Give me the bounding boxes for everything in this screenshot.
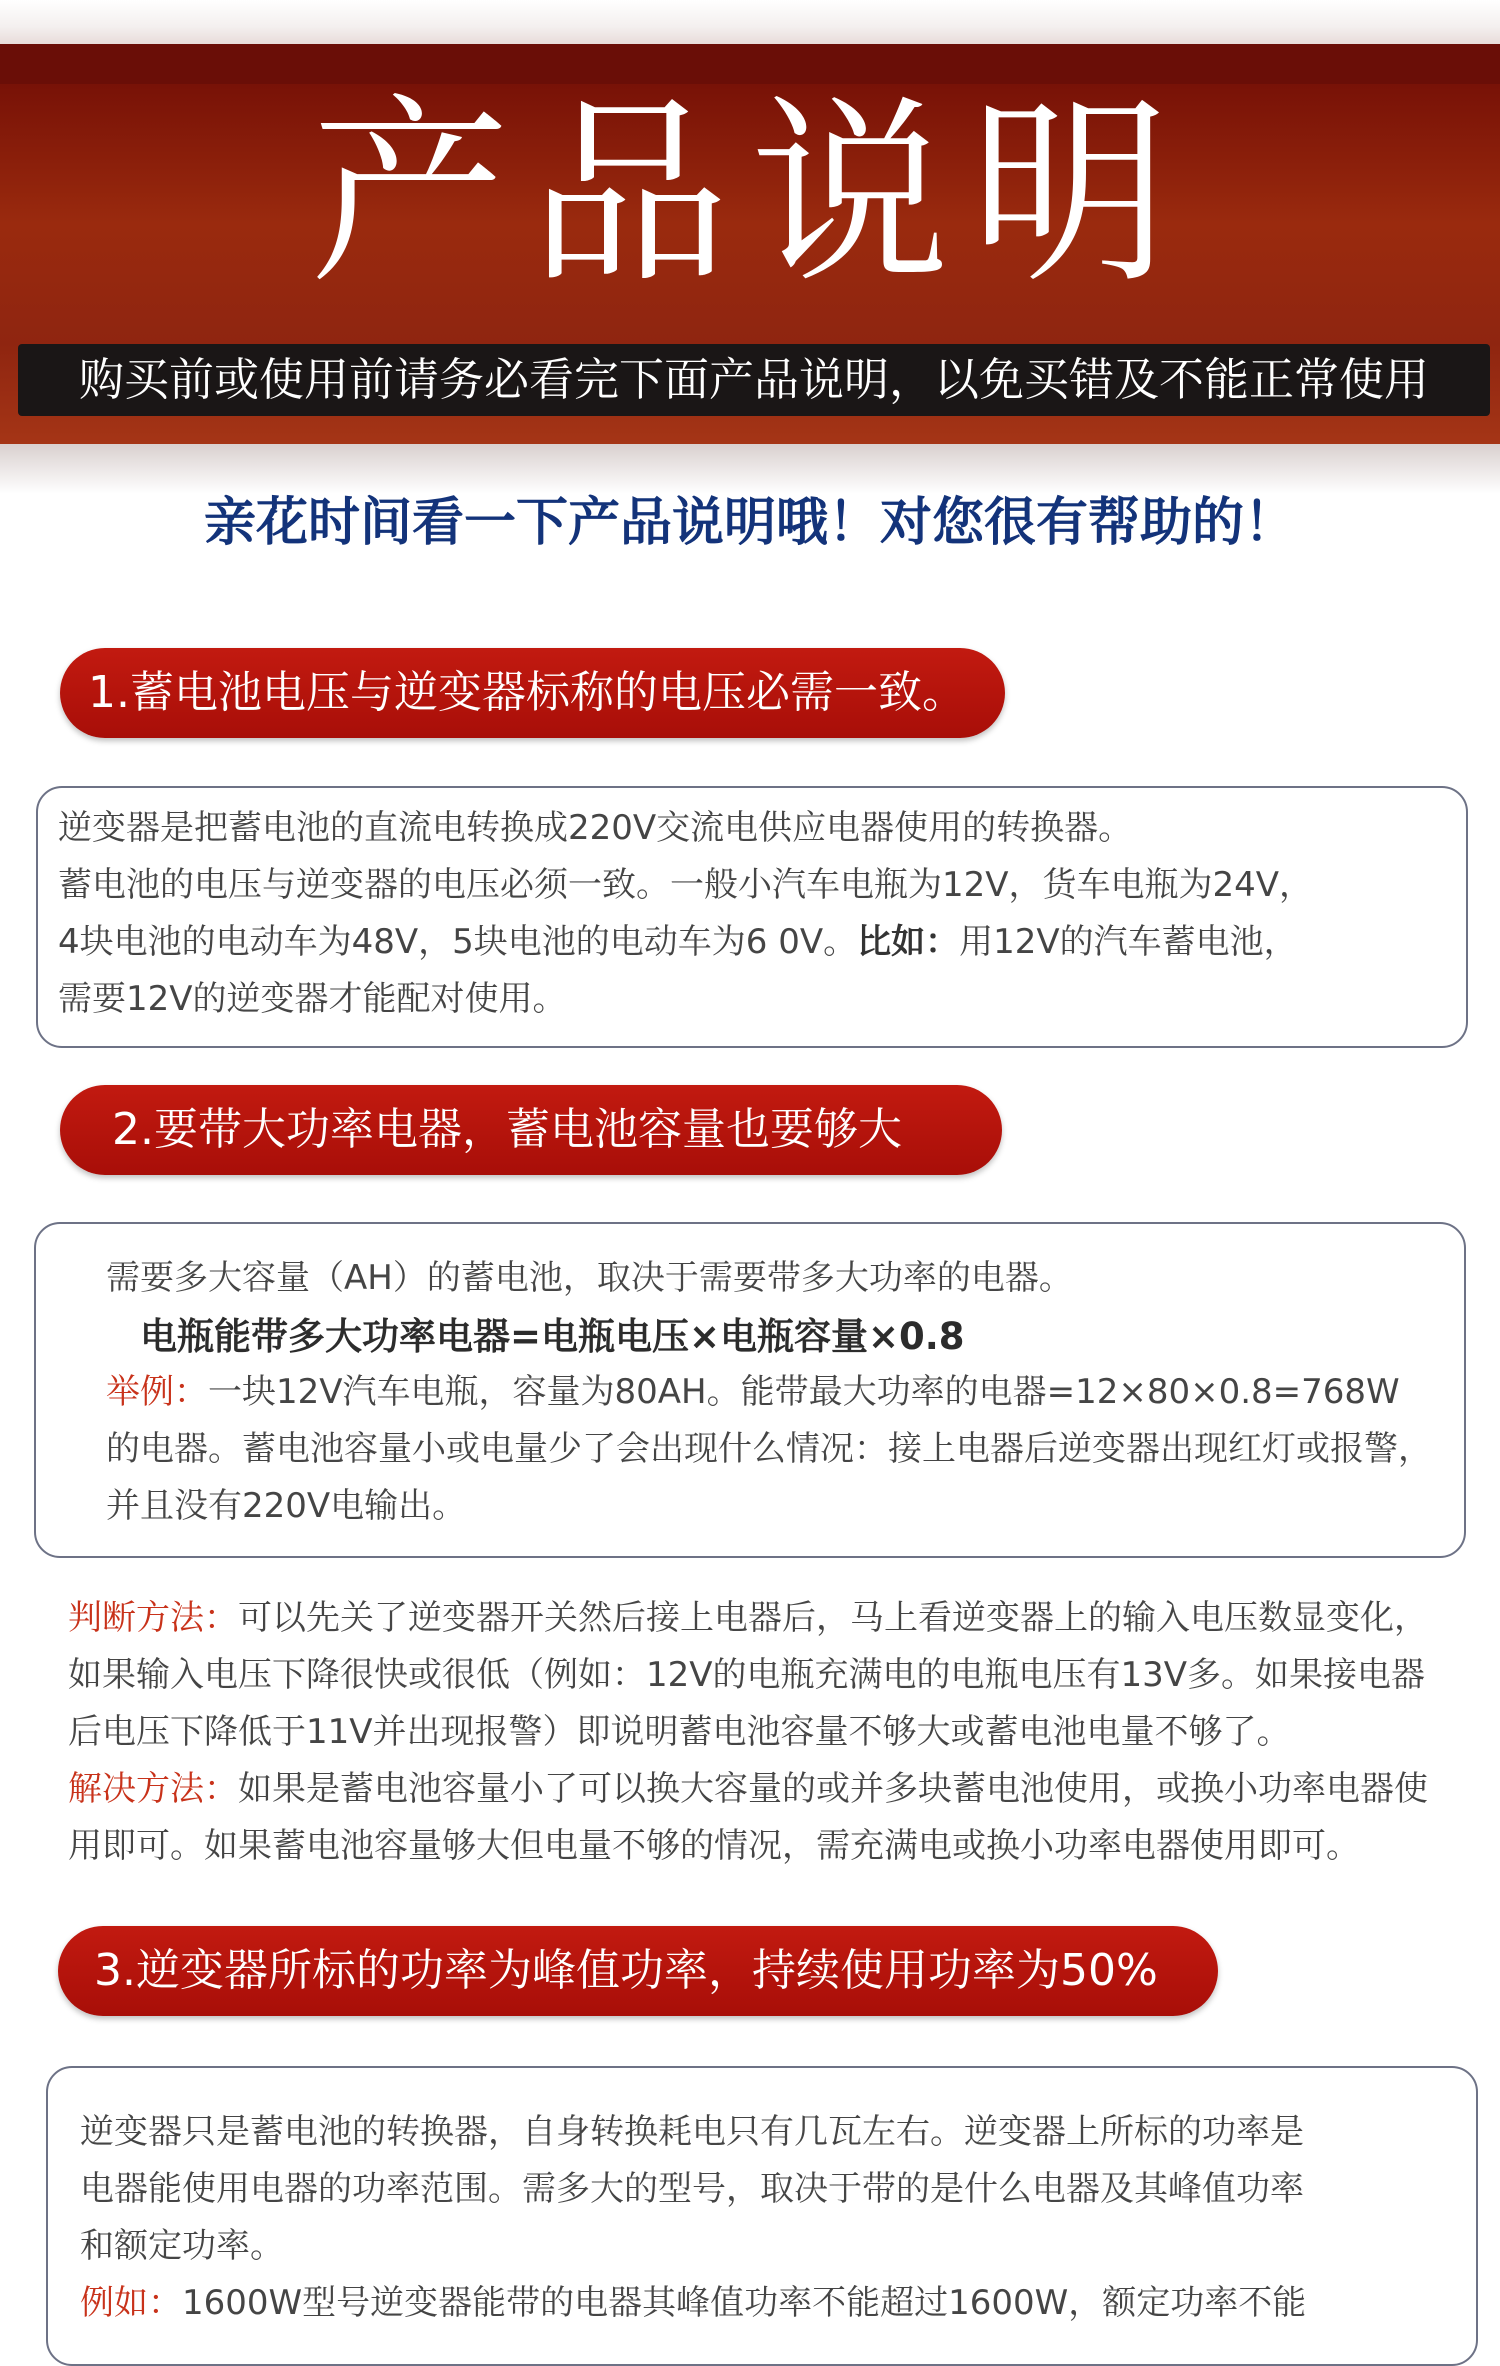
section-1-title: 1.蓄电池电压与逆变器标称的电压必需一致。	[60, 648, 1005, 738]
section-3-line-2: 电器能使用电器的功率范围。需多大的型号，取决于带的是什么电器及其峰值功率	[80, 2169, 1304, 2209]
section-2-title: 2.要带大功率电器，蓄电池容量也要够大	[60, 1085, 1002, 1175]
section-1-line-2: 蓄电池的电压与逆变器的电压必须一致。一般小汽车电瓶为12V，货车电瓶为24V，	[58, 865, 1314, 905]
judge-text-1: 可以先关了逆变器开关然后接上电器后，马上看逆变器上的输入电压数显变化，	[238, 1598, 1428, 1638]
section-2-formula: 电瓶能带多大功率电器=电瓶电压×电瓶容量×0.8	[140, 1315, 965, 1358]
banner-subtitle: 购买前或使用前请务必看完下面产品说明，以免买错及不能正常使用	[78, 353, 1429, 406]
judge-line-1	[68, 1590, 1428, 1647]
section-2-line-4: 的电器。蓄电池容量小或电量少了会出现什么情况：接上电器后逆变器出现红灯或报警，	[106, 1429, 1432, 1469]
section-1-line-1: 逆变器是把蓄电池的直流电转换成220V交流电供应电器使用的转换器。	[58, 808, 1133, 848]
section-2-example-text: 一块12V汽车电瓶，容量为80AH。能带最大功率的电器=12×80×0.8=768W	[208, 1372, 1400, 1412]
section-1-line-3	[58, 914, 1298, 971]
section-3-example-text: 1600W型号逆变器能带的电器其峰值功率不能超过1600W，额定功率不能	[182, 2283, 1307, 2323]
solve-text-1: 如果是蓄电池容量小了可以换大容量的或并多块蓄电池使用，或换小功率电器使	[238, 1769, 1428, 1809]
headline: 亲花时间看一下产品说明哦！对您很有帮助的！	[203, 493, 1296, 553]
section-3-line-4	[80, 2275, 1306, 2332]
judge-line-2: 如果输入电压下降很快或很低（例如：12V的电瓶充满电的电瓶电压有13V多。如果接电器	[68, 1655, 1426, 1695]
section-1-example-label: 比如：	[857, 922, 960, 962]
judge-line-3: 后电压下降低于11V并出现报警）即说明蓄电池容量不够大或蓄电池电量不够了。	[68, 1712, 1291, 1752]
solve-label: 解决方法：	[68, 1769, 238, 1809]
section-3-title: 3.逆变器所标的功率为峰值功率，持续使用功率为50%	[58, 1926, 1218, 2016]
section-1-line-4: 需要12V的逆变器才能配对使用。	[58, 979, 567, 1019]
section-2-line-1: 需要多大容量（AH）的蓄电池，取决于需要带多大功率的电器。	[106, 1258, 1073, 1298]
section-3-line-1: 逆变器只是蓄电池的转换器，自身转换耗电只有几瓦左右。逆变器上所标的功率是	[80, 2112, 1304, 2152]
banner-shadow	[0, 444, 1500, 494]
section-3-example-label: 例如：	[80, 2283, 182, 2323]
section-1-line-3-text: 4块电池的电动车为48V，5块电池的电动车为6 0V。	[58, 922, 858, 962]
section-2-example-label: 举例：	[106, 1372, 208, 1412]
top-strip	[0, 0, 1500, 44]
section-1-example-text: 用12V的汽车蓄电池，	[959, 922, 1298, 962]
section-2-line-3	[106, 1364, 1400, 1421]
banner-title: 产品说明	[309, 78, 1190, 311]
section-2-line-5: 并且没有220V电输出。	[106, 1486, 467, 1526]
solve-line-2: 用即可。如果蓄电池容量够大但电量不够的情况，需充满电或换小功率电器使用即可。	[68, 1826, 1360, 1866]
section-3-line-3: 和额定功率。	[80, 2226, 284, 2266]
judge-label: 判断方法：	[68, 1598, 238, 1638]
solve-line-1	[68, 1761, 1428, 1818]
